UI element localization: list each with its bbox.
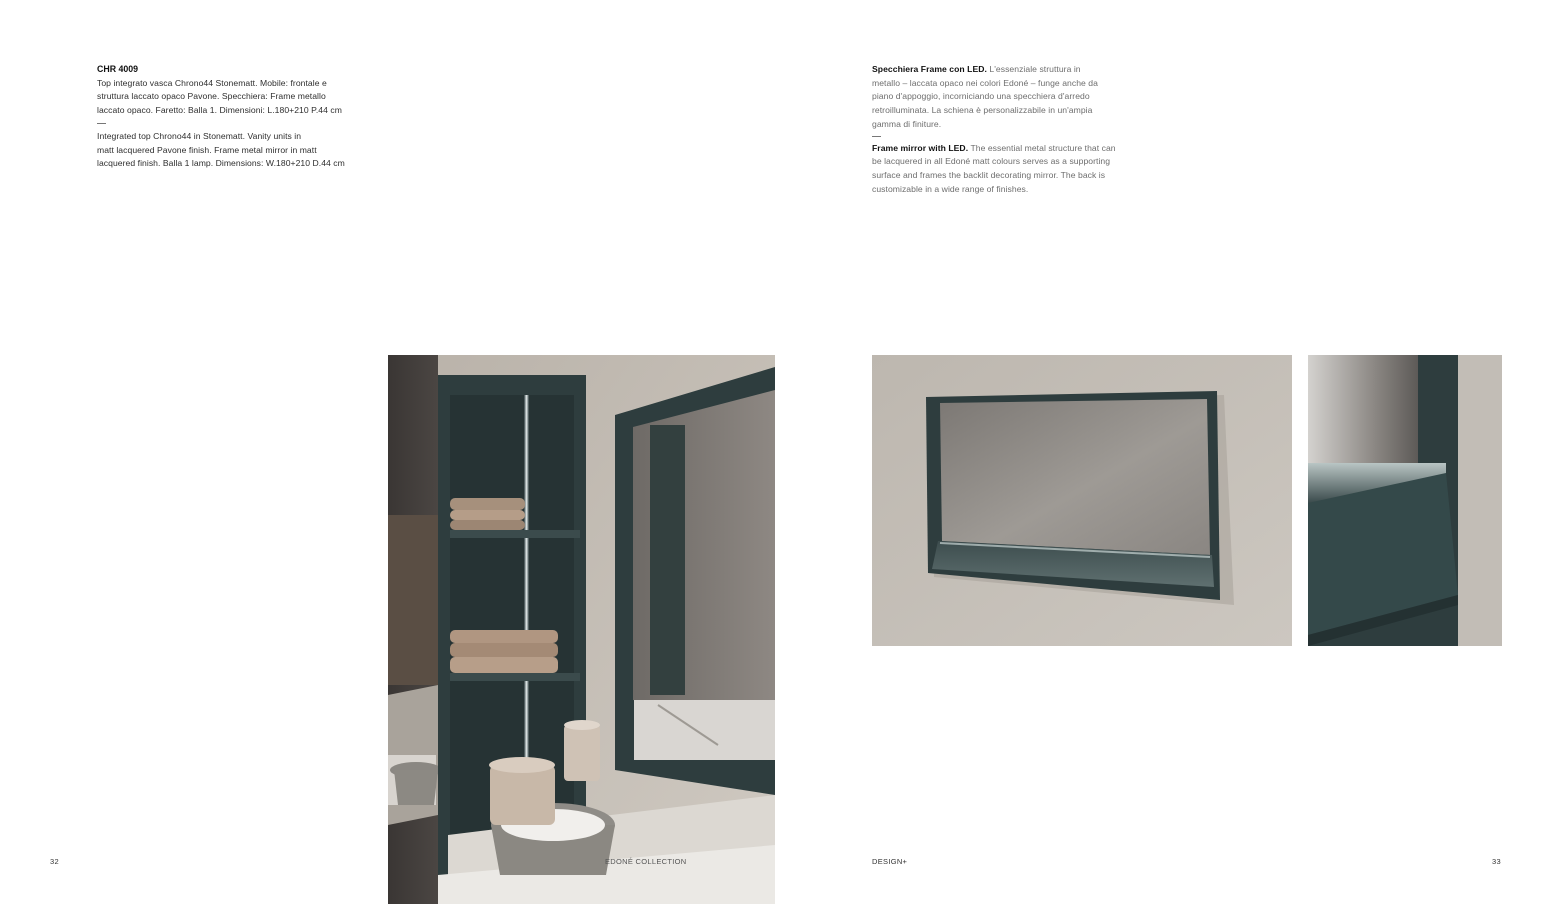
english-line: lacquered finish. Balla 1 lamp. Dimensions: W.180+210 D.44 cm xyxy=(97,158,345,169)
english-title: Frame mirror with LED. xyxy=(872,142,969,153)
english-line: customizable in a wide range of finishes. xyxy=(872,183,1029,194)
italian-title: Specchiera Frame con LED. xyxy=(872,64,987,74)
english-line: The essential metal structure that can xyxy=(970,142,1116,153)
italian-line: piano d'appoggio, incorniciando una specchiera d'arredo xyxy=(872,91,1090,102)
product-description-right xyxy=(872,63,1142,196)
frame-mirror-detail-photo xyxy=(1308,355,1502,646)
italian-line: gamma di finiture. xyxy=(872,118,942,129)
english-line: matt lacquered Pavone finish. Frame metal mirror in matt xyxy=(97,144,317,155)
page-number-left: 32 xyxy=(50,857,59,866)
italian-line: retroilluminata. La schiena è personalizzabile in un'ampia xyxy=(872,105,1093,116)
italian-line: struttura laccato opaco Pavone. Specchiera: Frame metallo xyxy=(97,91,326,102)
frame-mirror-photo xyxy=(872,355,1292,646)
collection-label: EDONÉ COLLECTION xyxy=(605,857,687,866)
divider-dash xyxy=(97,123,106,124)
italian-line: L'essenziale struttura in xyxy=(989,64,1081,74)
product-description-left xyxy=(97,63,387,171)
italian-line: laccato opaco. Faretto: Balla 1. Dimensioni: L.180+210 P.44 cm xyxy=(97,105,342,116)
divider-dash xyxy=(872,136,881,137)
english-line: surface and frames the backlit decorating mirror. The back is xyxy=(872,169,1106,180)
design-label: DESIGN+ xyxy=(872,857,908,866)
english-line: be lacquered in all Edoné matt colours serves as a supporting xyxy=(872,156,1111,167)
english-line: Integrated top Chrono44 in Stonematt. Vanity units in xyxy=(97,130,302,141)
product-code: CHR 4009 xyxy=(97,64,139,74)
italian-line: Top integrato vasca Chrono44 Stonematt. Mobile: frontale e xyxy=(97,77,327,88)
italian-line: metallo – laccata opaco nei colori Edoné – funge anche da xyxy=(872,77,1098,88)
bathroom-photo xyxy=(388,355,775,904)
page-number-right: 33 xyxy=(1492,857,1501,866)
